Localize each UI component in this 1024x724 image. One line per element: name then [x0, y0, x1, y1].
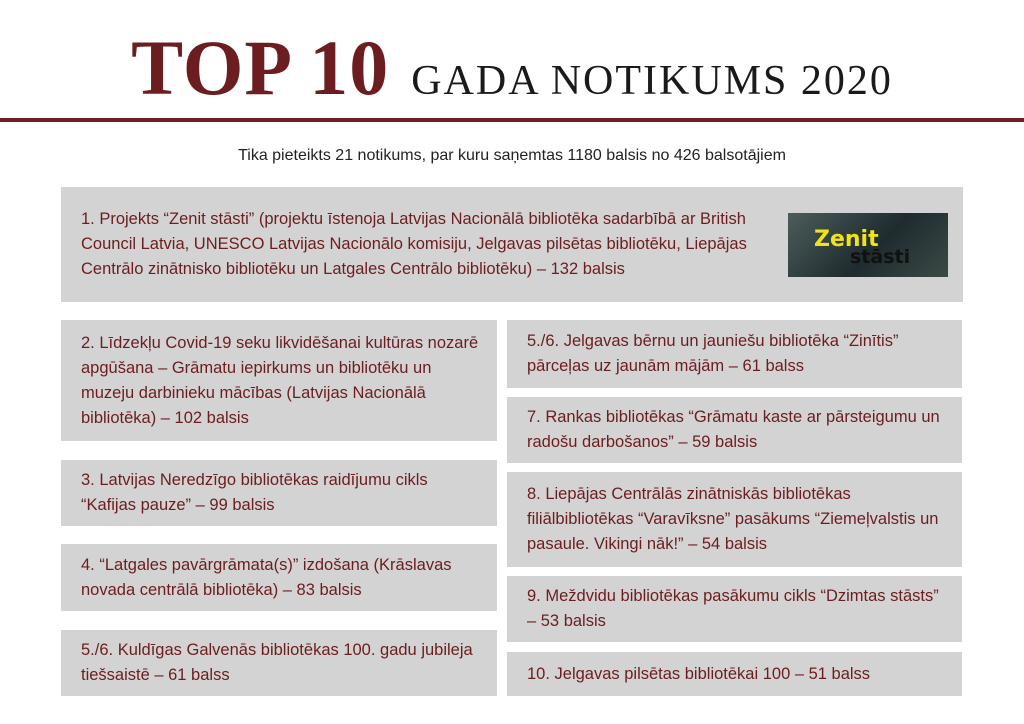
rank-10-box	[507, 652, 962, 696]
rank-5-box	[61, 630, 497, 696]
header-divider	[0, 118, 1024, 122]
top10-title: TOP 10	[131, 24, 390, 111]
logo-word-stasti: stāsti	[850, 246, 911, 268]
summary-text: Tika pieteikts 21 notikums, par kuru saņemtas 1180 balsis no 426 balsotājiem	[238, 147, 786, 164]
header	[0, 24, 1024, 111]
rank-7-text: 7. Rankas bibliotēkas “Grāmatu kaste ar pārsteigumu un radošu darbošanos” – 59 balsis	[527, 408, 940, 451]
rank-9-text: 9. Meždvidu bibliotēkas pasākumu cikls “Dzimtas stāsts” – 53 balsis	[527, 587, 939, 630]
rank-8-text: 8. Liepājas Centrālās zinātniskās bibliotēkas filiālbibliotēkas “Varavīksne” pasākums “Ziemeļvalstis un pasaule. Vikingi nāk!” – 54 balsis	[527, 485, 939, 553]
rank-7-box	[507, 397, 962, 463]
rank-8-box	[507, 472, 962, 567]
rank-10-text: 10. Jelgavas pilsētas bibliotēkai 100 – 51 balss	[527, 664, 871, 683]
zenit-stasti-logo	[788, 213, 948, 277]
rank-3-box	[61, 460, 497, 526]
logo-word-zenit: Zenit	[814, 227, 879, 252]
rank-9-box	[507, 576, 962, 642]
rank-6-box	[507, 320, 962, 388]
event-title: GADA NOTIKUMS 2020	[411, 58, 893, 104]
rank-2-text: 2. Līdzekļu Covid-19 seku likvidēšanai kultūras nozarē apgūšana – Grāmatu iepirkums un bibliotēku un muzeju darbinieku mācības (Latvijas Nacionālā bibliotēka) – 102 balsis	[81, 333, 479, 427]
rank-2-box	[61, 320, 497, 441]
rank-4-box	[61, 544, 497, 611]
rank-1-text: 1. Projekts “Zenit stāsti” (projektu īstenoja Latvijas Nacionālā bibliotēka sadarbībā ar British Council Latvia, UNESCO Latvijas Nacionālo komisiju, Jelgavas pilsētas bibliotēku, Liepājas Centrālo zinātnisko bibliotēku un Latgales Centrālo bibliotēku) – 132 balsis	[81, 210, 747, 278]
rank-4-text: 4. “Latgales pavārgrāmata(s)” izdošana (Krāslavas novada centrālā bibliotēka) – 83 balsis	[81, 555, 452, 599]
rank-5-text: 5./6. Kuldīgas Galvenās bibliotēkas 100. gadu jubileja tiešsaistē – 61 balss	[81, 641, 473, 684]
rank-3-text: 3. Latvijas Neredzīgo bibliotēkas raidījumu cikls “Kafijas pauze” – 99 balsis	[81, 471, 428, 514]
rank-6-text: 5./6. Jelgavas bērnu un jauniešu bibliotēka “Zinītis” pārceļas uz jaunām mājām – 61 balss	[527, 332, 899, 375]
